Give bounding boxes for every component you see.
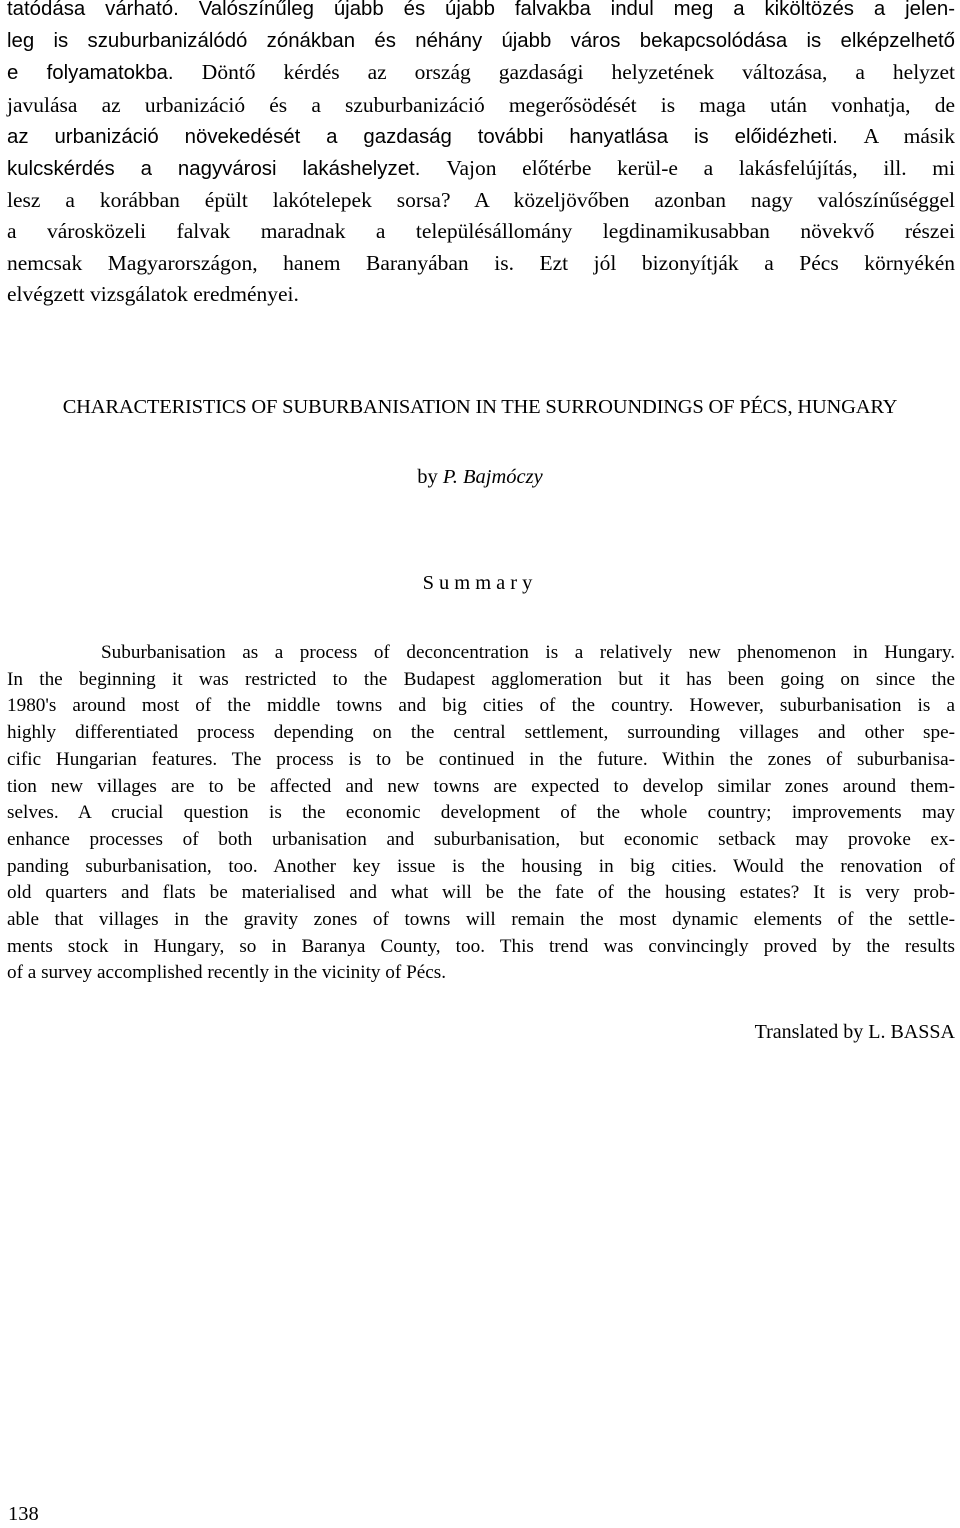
hungarian-line <box>7 90 955 121</box>
summary-line: tion new villages are to be affected and new towns are expected to develop similar zones around them- <box>7 775 955 797</box>
text-segment: nemcsak Magyarországon, hanem Baranyában is. Ezt jól bizonyítják a Pécs környékén <box>7 250 955 275</box>
text-segment: e folyamatokba. <box>7 62 202 85</box>
summary-line: cific Hungarian features. The process is to be continued in the future. Within the zones of suburbanisa- <box>7 748 955 770</box>
text-segment: Döntő kérdés az ország gazdasági helyzetének változása, a helyzet <box>201 60 955 85</box>
summary-line: Suburbanisation as a process of deconcentration is a relatively new phenomenon in Hungary. <box>101 642 955 663</box>
text-segment: A közeljövőben azonban nagy valószínűséggel <box>474 188 955 213</box>
hungarian-paragraph <box>7 0 955 310</box>
summary-line: able that villages in the gravity zones of towns will remain the most dynamic elements of the settle- <box>7 909 955 931</box>
byline <box>0 466 960 489</box>
summary-heading: Summary <box>422 572 538 594</box>
translator-credit: Translated by L. BASSA <box>754 1021 955 1043</box>
hungarian-line <box>7 25 955 57</box>
summary-line: 1980's around most of the middle towns and big cities of the country. However, suburbanisation is a <box>7 695 955 717</box>
hungarian-line <box>7 57 955 89</box>
summary-line: of a survey accomplished recently in the vicinity of Pécs. <box>7 962 447 984</box>
text-segment: kulcskérdés a nagyvárosi lakáshelyzet. <box>7 158 447 181</box>
summary-line: highly differentiated process depending on the central settlement, surrounding villages and other spe- <box>7 722 955 744</box>
text-segment: leg is szuburbanizálódó zónákban és néhány újabb város bekapcsolódása is elképzelhető <box>7 30 955 53</box>
text-segment: az urbanizáció növekedését a gazdaság további hanyatlása is előidézheti. <box>7 125 864 148</box>
page-number: 138 <box>8 1503 39 1525</box>
hungarian-line <box>7 153 955 185</box>
text-segment: a városközeli falvak maradnak a településállomány legdinamikusabban növekvő részei <box>7 219 955 244</box>
byline-prefix: by <box>417 466 443 488</box>
summary-line: In the beginning it was restricted to the Budapest agglomeration but it has been going on since the <box>7 668 955 690</box>
summary-paragraph <box>7 640 955 987</box>
summary-line: enhance processes of both urbanisation and suburbanisation, but economic setback may provoke ex- <box>7 828 955 850</box>
article-title: CHARACTERISTICS OF SUBURBANISATION IN THE SURROUNDINGS OF PÉCS, HUNGARY <box>62 396 898 418</box>
text-segment: elvégzett vizsgálatok eredményei. <box>7 281 299 306</box>
hungarian-line <box>7 279 955 310</box>
text-segment: javulása az urbanizáció és a szuburbanizáció megerősödését is maga után vonhatja, de <box>7 92 955 117</box>
text-segment: Vajon előtérbe kerül-e a lakásfelújítás, ill. mi <box>446 156 955 181</box>
hungarian-line <box>7 121 955 153</box>
hungarian-line <box>7 248 955 279</box>
text-segment: tatódása várható. Valószínűleg újabb és újabb falvakba indul meg a kiköltözés a jelen- <box>7 0 955 20</box>
hungarian-line <box>7 216 955 247</box>
text-segment: A másik <box>863 123 955 148</box>
text-segment: lesz a korábban épült lakótelepek sorsa? <box>7 188 475 213</box>
summary-line: ments stock in Hungary, so in Baranya County, too. This trend was convincingly proved by the results <box>7 935 955 957</box>
hungarian-line <box>7 185 955 216</box>
summary-line: old quarters and flats be materialised and what will be the fate of the housing estates? It is very prob- <box>7 882 955 904</box>
summary-line: panding suburbanisation, too. Another key issue is the housing in big cities. Would the renovation of <box>7 855 955 877</box>
hungarian-line <box>7 0 955 25</box>
summary-line: selves. A crucial question is the economic development of the whole country; improvements may <box>7 802 955 824</box>
author-name: P. Bajmóczy <box>442 466 543 488</box>
